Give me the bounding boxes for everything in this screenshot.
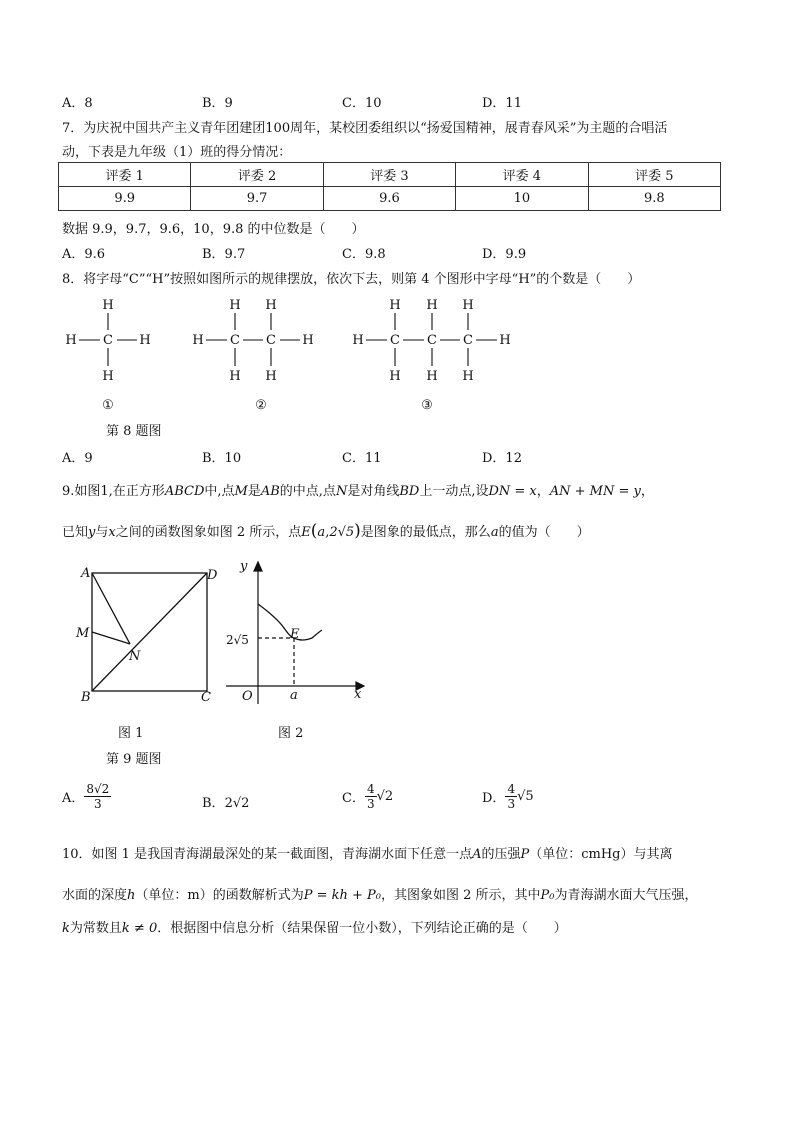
letter-h: H [462, 369, 474, 384]
math-expression: P = kh + P₀ [303, 888, 381, 903]
q8-option-c: C．11 [342, 451, 382, 466]
letter-h: H [102, 298, 114, 313]
letter-h: H [139, 333, 151, 348]
letter-c: C [266, 333, 276, 348]
letter-h: H [102, 369, 114, 384]
math-var: P₀ [540, 888, 555, 903]
q8-caption: 第 8 题图 [106, 424, 162, 439]
option-value: √5 [517, 789, 534, 804]
q6-option-c: C．10 [342, 96, 382, 111]
denominator: 3 [94, 797, 102, 811]
letter-h: H [302, 333, 314, 348]
q8-option-b: B．10 [202, 451, 242, 466]
math-var: a [317, 525, 326, 540]
math-var: N [335, 484, 348, 499]
label-x: x [354, 687, 362, 702]
q9-caption: 第 9 题图 [106, 752, 162, 767]
math-var: BD [399, 484, 420, 499]
y-axis-arrow [254, 562, 262, 571]
letter-c: C [427, 333, 437, 348]
q9-fig2-label: 图 2 [278, 726, 304, 741]
q8-option-d: D．12 [482, 451, 522, 466]
q6-option-a: A．8 [62, 96, 93, 111]
text-run: 与 [95, 525, 109, 540]
q7-option-d: D．9.9 [482, 247, 527, 262]
label-b: B [81, 690, 91, 705]
letter-h: H [192, 333, 204, 348]
numerator: 4 [507, 782, 516, 796]
text-run: 是 [247, 484, 261, 499]
q6-option-b: B．9 [202, 96, 233, 111]
letter-h: H [265, 369, 277, 384]
math-var: x [108, 525, 116, 540]
q9-fig1-label: 图 1 [118, 726, 144, 741]
label-y: y [240, 559, 248, 574]
letter-h: H [499, 333, 511, 348]
label-c: C [201, 690, 211, 705]
q7-option-c: C．9.8 [342, 247, 386, 262]
table-cell: 9.7 [191, 187, 323, 211]
text-run: （单位：m）的函数解析式为 [135, 888, 304, 903]
letter-h: H [65, 333, 77, 348]
letter-h: H [389, 298, 401, 313]
math-expression: DN = x [488, 484, 537, 499]
text-run: 上一动点,设 [419, 484, 489, 499]
text-run: 的值为（ ） [498, 525, 590, 540]
q9-text-line1 [62, 480, 654, 499]
q9-figure2 [222, 556, 367, 708]
text-run: ，其图象如图 2 所示，其中 [381, 888, 541, 903]
q9-text-line2: 已知y与x之间的函数图象如图 2 所示，点E(a,2√5)是图象的最低点，那么a的值为（ ） [62, 521, 590, 541]
q10-text-line1 [62, 843, 673, 862]
letter-h: H [426, 298, 438, 313]
q10-text-line2 [62, 884, 698, 903]
option-prefix: B． [202, 796, 225, 811]
math-var: a [490, 525, 499, 540]
letter-h: H [229, 298, 241, 313]
diagonal-bd [92, 573, 207, 691]
option-prefix: C． [342, 791, 365, 806]
q9-option-d [482, 782, 534, 811]
table-header-cell: 评委 1 [59, 163, 191, 187]
q8-text: 8．将字母“C”“H”按照如图所示的规律摆放，依次下去，则第 4 个图形中字母“H”的个数是（ ） [62, 272, 641, 287]
fraction [84, 782, 111, 811]
text-run: 10．如图 1 是我国青海湖最深处的某一截面图，青海湖水面下任意一点 [62, 847, 473, 862]
text-run: ， [536, 484, 550, 499]
fraction [365, 782, 377, 811]
math-var: h [127, 888, 136, 903]
letter-h: H [229, 369, 241, 384]
q9-option-a [62, 782, 111, 811]
text-run: 是图象的最低点，那么 [360, 525, 491, 540]
math-expression: k ≠ 0 [121, 921, 158, 936]
table-header-cell: 评委 5 [588, 163, 720, 187]
text-run: 为青海湖水面大气压强， [554, 888, 698, 903]
q9-option-c [342, 782, 393, 811]
denominator: 3 [366, 797, 375, 811]
numerator: 4 [366, 782, 375, 796]
letter-c: C [103, 333, 113, 348]
denominator: 3 [507, 797, 516, 811]
text-run: 水面的深度 [62, 888, 128, 903]
text-run: 中,点 [204, 484, 235, 499]
numerator: 8√2 [86, 782, 110, 796]
text-run: 9.如图1,在正方形 [62, 484, 165, 499]
fig-number: ② [255, 398, 267, 413]
math-expression: 2√5 [329, 525, 355, 540]
text-run: 是对角线 [347, 484, 400, 499]
table-header-cell: 评委 4 [456, 163, 588, 187]
label-m: M [76, 626, 90, 641]
letter-c: C [390, 333, 400, 348]
text-run: 的中点,点 [279, 484, 336, 499]
letter-c: C [230, 333, 240, 348]
fig-number: ① [102, 398, 114, 413]
text-run: 为常数且 [69, 921, 122, 936]
q7-score-table [58, 162, 721, 211]
math-var: P [520, 847, 530, 862]
q10-text-line3 [62, 917, 567, 936]
label-a: A [81, 566, 91, 581]
math-expression: AN + MN = y [549, 484, 641, 499]
q8-option-a: A．9 [62, 451, 93, 466]
letter-h: H [389, 369, 401, 384]
letter-h: H [462, 298, 474, 313]
letter-h: H [352, 333, 364, 348]
q8-figure [55, 290, 535, 420]
table-header-cell: 评委 3 [323, 163, 455, 187]
label-2sqrt5: 2√5 [226, 633, 249, 647]
text-run: ， [640, 484, 654, 499]
label-n: N [129, 649, 141, 664]
table-cell: 9.8 [588, 187, 720, 211]
option-value: √2 [376, 789, 394, 804]
text-run: 的压强 [481, 847, 521, 862]
q7-option-a: A．9.6 [62, 247, 106, 262]
letter-h: H [426, 369, 438, 384]
table-cell: 9.9 [59, 187, 191, 211]
math-var: k [62, 921, 70, 936]
option-prefix: A． [62, 791, 85, 806]
fig-number: ③ [421, 398, 433, 413]
q7-text-line2: 动，下表是九年级（1）班的得分情况： [62, 145, 292, 160]
q9-figure1 [72, 560, 222, 710]
q7-option-b: B．9.7 [202, 247, 246, 262]
math-var: y [88, 525, 96, 540]
math-var: ABCD [164, 484, 205, 499]
math-var: A [472, 847, 482, 862]
option-value: 2√2 [224, 796, 250, 811]
fraction [505, 782, 517, 811]
text-run: 已知 [62, 525, 89, 540]
label-e: E [290, 627, 300, 642]
math-var: E [301, 525, 311, 540]
text-run: （单位：cmHg）与其离 [529, 847, 673, 862]
table-header-cell: 评委 2 [191, 163, 323, 187]
text-run: ．根据图中信息分析（结果保留一位小数），下列结论正确的是（ ） [157, 921, 567, 936]
q9-option-b [202, 792, 249, 811]
letter-c: C [463, 333, 473, 348]
table-cell: 9.6 [323, 187, 455, 211]
table-cell: 10 [456, 187, 588, 211]
text-run: 之间的函数图象如图 2 所示，点 [115, 525, 302, 540]
option-prefix: D． [482, 791, 506, 806]
letter-h: H [265, 298, 277, 313]
math-var: M [234, 484, 248, 499]
q7-text-line1: 7．为庆祝中国共产主义青年团建团100周年，某校团委组织以“扬爱国精神，展青春风采”为主题的合唱活 [62, 121, 668, 136]
label-d: D [207, 568, 218, 583]
table-row [59, 187, 721, 211]
q6-option-d: D．11 [482, 96, 522, 111]
table-row [59, 163, 721, 187]
label-a: a [290, 688, 298, 703]
label-o: O [242, 689, 253, 704]
math-var: AB [260, 484, 280, 499]
q7-question: 数据 9.9，9.7，9.6，10，9.8 的中位数是（ ） [62, 222, 365, 237]
